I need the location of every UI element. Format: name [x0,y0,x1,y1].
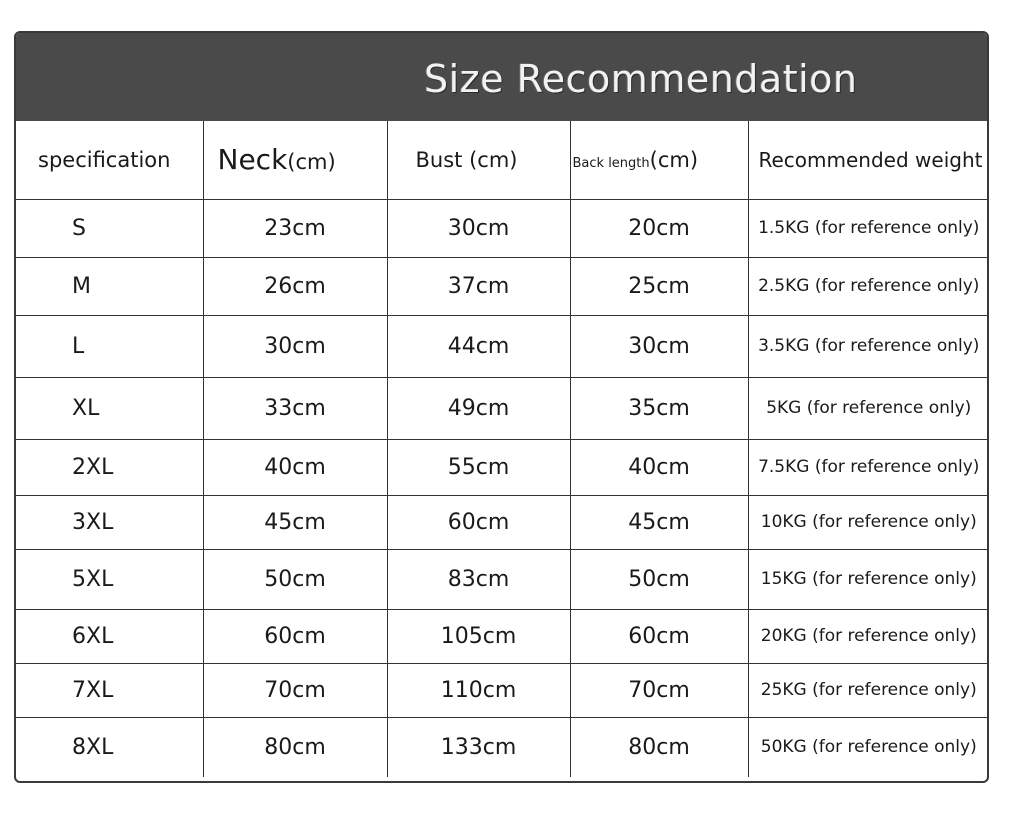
neck-cell: 30cm [203,315,387,377]
weight-cell: 20KG (for reference only) [748,609,989,663]
size-cell: 3XL [16,495,203,549]
neck-cell: 23cm [203,199,387,257]
size-table [16,121,989,777]
bust-cell: 49cm [387,377,570,439]
bust-cell: 37cm [387,257,570,315]
back-length-cell: 50cm [570,549,748,609]
table-row [16,495,989,549]
header-specification-label: specification [38,147,171,172]
back-length-cell: 30cm [570,315,748,377]
weight-cell: 15KG (for reference only) [748,549,989,609]
table-row [16,439,989,495]
size-cell: 5XL [16,549,203,609]
back-length-cell: 20cm [570,199,748,257]
header-recommended-weight-label: Recommended weight [758,147,983,172]
header-back-length [570,121,748,199]
header-bust-unit: (cm) [469,147,518,172]
back-length-cell: 35cm [570,377,748,439]
size-cell: 7XL [16,663,203,717]
table-row [16,199,989,257]
header-neck-unit: (cm) [287,150,336,175]
size-cell: 6XL [16,609,203,663]
table-row [16,663,989,717]
bust-cell: 30cm [387,199,570,257]
header-neck-label: Neck [217,143,288,177]
table-row [16,257,989,315]
bust-cell: 110cm [387,663,570,717]
back-length-cell: 25cm [570,257,748,315]
back-length-cell: 40cm [570,439,748,495]
bust-cell: 83cm [387,549,570,609]
neck-cell: 45cm [203,495,387,549]
weight-cell: 7.5KG (for reference only) [748,439,989,495]
neck-cell: 70cm [203,663,387,717]
table-row [16,315,989,377]
size-cell: M [16,257,203,315]
bust-cell: 55cm [387,439,570,495]
neck-cell: 50cm [203,549,387,609]
bust-cell: 44cm [387,315,570,377]
size-cell: S [16,199,203,257]
bust-cell: 133cm [387,717,570,777]
table-header-row [16,121,989,199]
weight-cell: 25KG (for reference only) [748,663,989,717]
header-back-length-unit: (cm) [649,147,699,172]
size-cell: XL [16,377,203,439]
table-row [16,377,989,439]
bust-cell: 105cm [387,609,570,663]
back-length-cell: 45cm [570,495,748,549]
title-bar [16,33,987,121]
neck-cell: 26cm [203,257,387,315]
size-cell: L [16,315,203,377]
size-cell: 8XL [16,717,203,777]
size-chart [14,31,989,783]
table-row [16,609,989,663]
header-recommended-weight [748,121,989,199]
table-row [16,549,989,609]
weight-cell: 10KG (for reference only) [748,495,989,549]
weight-cell: 3.5KG (for reference only) [748,315,989,377]
size-cell: 2XL [16,439,203,495]
table-row [16,717,989,777]
weight-cell: 2.5KG (for reference only) [748,257,989,315]
header-neck [203,121,387,199]
back-length-cell: 60cm [570,609,748,663]
neck-cell: 40cm [203,439,387,495]
neck-cell: 33cm [203,377,387,439]
weight-cell: 1.5KG (for reference only) [748,199,989,257]
header-back-length-label: Back length [572,155,650,171]
header-specification [16,121,203,199]
neck-cell: 80cm [203,717,387,777]
back-length-cell: 70cm [570,663,748,717]
weight-cell: 50KG (for reference only) [748,717,989,777]
neck-cell: 60cm [203,609,387,663]
header-bust-label: Bust [415,147,463,172]
chart-title: Size Recommendation [424,57,858,101]
bust-cell: 60cm [387,495,570,549]
header-bust [387,121,570,199]
back-length-cell: 80cm [570,717,748,777]
weight-cell: 5KG (for reference only) [748,377,989,439]
